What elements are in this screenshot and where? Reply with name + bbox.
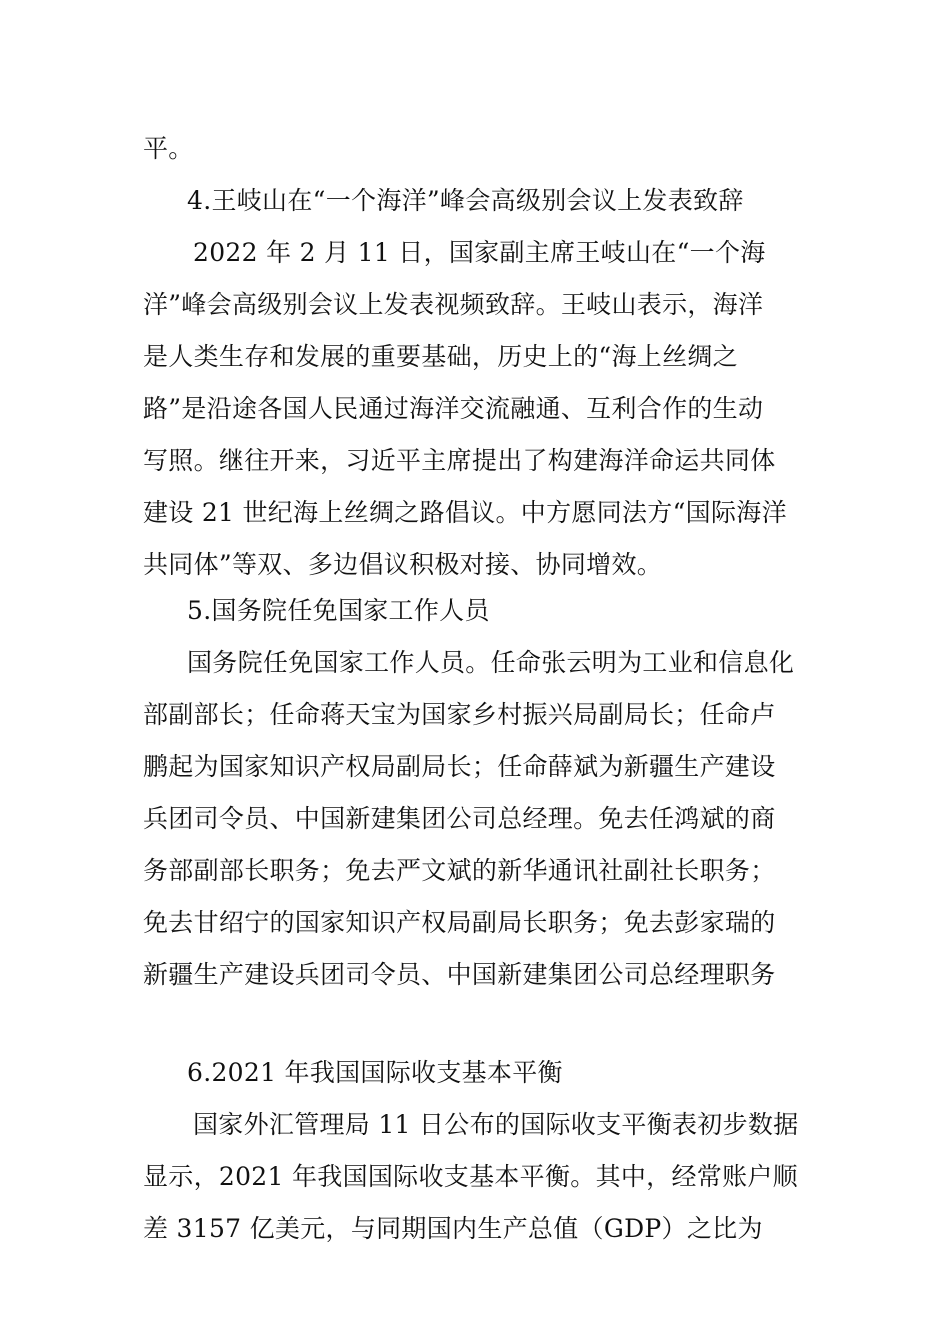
paragraph-line: 务部副部长职务；免去严文斌的新华通讯社副社长职务； xyxy=(143,856,776,885)
paragraph-line: 2022 年 2 月 11 日，国家副主席王岐山在“一个海 xyxy=(193,238,766,267)
section-heading-4: 4.王岐山在“一个海洋”峰会高级别会议上发表致辞 xyxy=(187,186,744,215)
section-heading-6: 6.2021 年我国国际收支基本平衡 xyxy=(187,1058,563,1087)
paragraph-line: 平。 xyxy=(143,134,194,163)
paragraph-line: 洋”峰会高级别会议上发表视频致辞。王岐山表示，海洋 xyxy=(143,290,764,319)
paragraph-line: 共同体”等双、多边倡议积极对接、协同增效。 xyxy=(143,550,663,579)
paragraph-line: 国务院任免国家工作人员。任命张云明为工业和信息化 xyxy=(187,648,795,677)
paragraph-line: 新疆生产建设兵团司令员、中国新建集团公司总经理职务 xyxy=(143,960,776,989)
paragraph-line: 国家外汇管理局 11 日公布的国际收支平衡表初步数据 xyxy=(193,1110,799,1139)
paragraph-line: 兵团司令员、中国新建集团公司总经理。免去任鸿斌的商 xyxy=(143,804,776,833)
paragraph-line: 建设 21 世纪海上丝绸之路倡议。中方愿同法方“国际海洋 xyxy=(143,498,787,527)
paragraph-line: 显示，2021 年我国国际收支基本平衡。其中，经常账户顺 xyxy=(143,1162,798,1191)
paragraph-line: 写照。继往开来，习近平主席提出了构建海洋命运共同体 xyxy=(143,446,776,475)
section-heading-5: 5.国务院任免国家工作人员 xyxy=(187,596,490,625)
paragraph-line: 路”是沿途各国人民通过海洋交流融通、互利合作的生动 xyxy=(143,394,764,423)
paragraph-line: 鹏起为国家知识产权局副局长；任命薛斌为新疆生产建设 xyxy=(143,752,776,781)
paragraph-line: 免去甘绍宁的国家知识产权局副局长职务；免去彭家瑞的 xyxy=(143,908,776,937)
paragraph-line: 部副部长；任命蒋天宝为国家乡村振兴局副局长；任命卢 xyxy=(143,700,776,729)
paragraph-line: 是人类生存和发展的重要基础，历史上的“海上丝绸之 xyxy=(143,342,738,371)
paragraph-line: 差 3157 亿美元，与同期国内生产总值（GDP）之比为 xyxy=(143,1214,763,1243)
